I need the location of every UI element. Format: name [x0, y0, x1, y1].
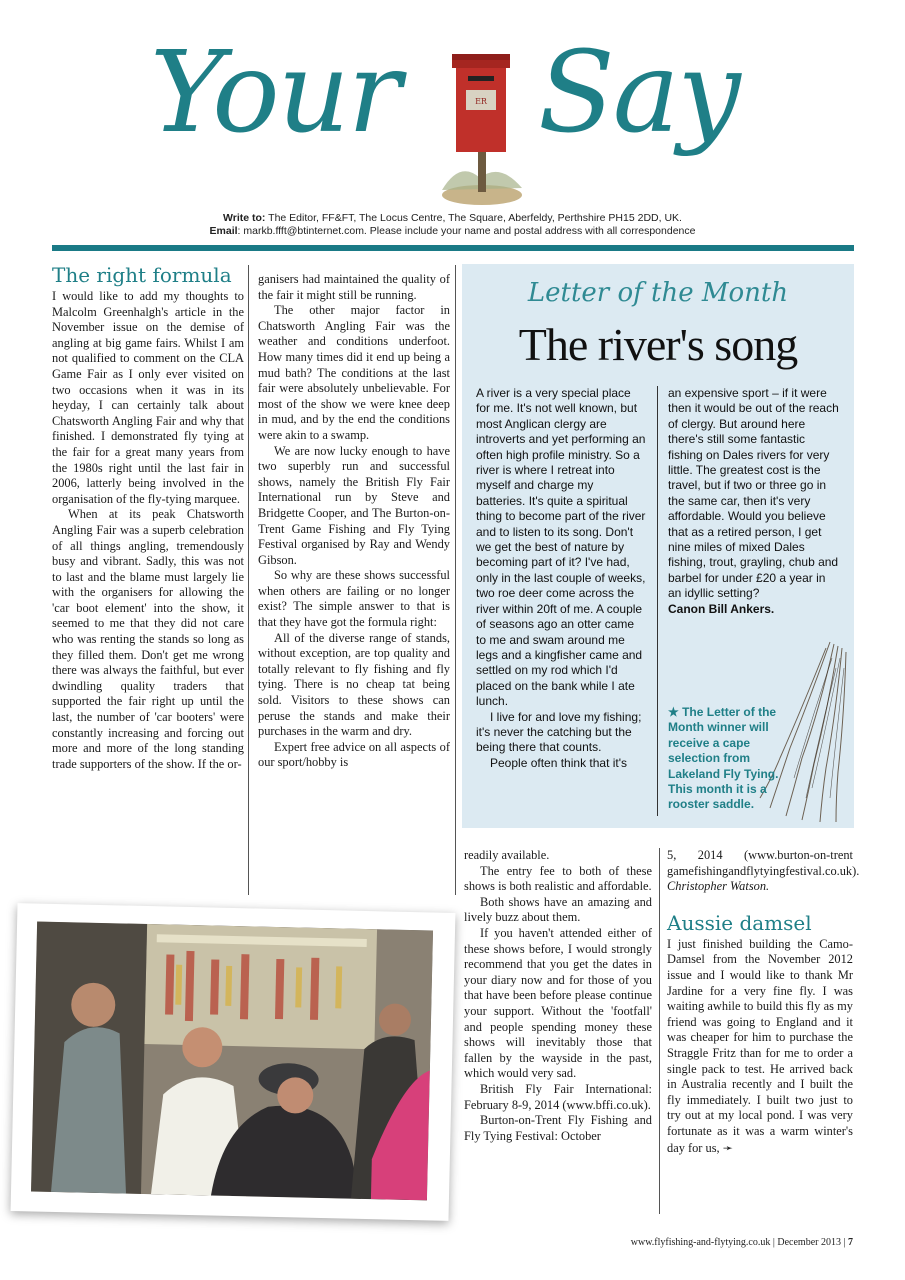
- email-line: [0, 225, 905, 237]
- email-label: Email: [209, 225, 238, 237]
- paragraph: ganisers had maintained the quality of the fair it might still be running.: [258, 272, 450, 302]
- letter-of-month-label: Letter of the Month: [527, 278, 789, 308]
- letter-title: The river's song: [518, 319, 798, 370]
- paragraph: an expensive sport – if it were then it would be out of the reach of clergy. But around here there's still some fantastic fishing on Dales rivers for very little. The greatest cost is the travel, but if two or three go in the same car, then it's very affordable. Would you believe that as a retired person, I get nine miles of mixed Dales fishing, trout, grayling, chub and barbel for under £20 a year in an idyllic setting?: [668, 386, 839, 601]
- postbox-illustration: [440, 50, 524, 210]
- aussie-body: I just finished building the Camo-Damsel from the November 2012 issue and I would like to thank Mr Jardine for a very fine fly. I was waiting awhile to build this fly as my friend was going to England and it was cheaper for him to purchase the Straggle Fritz than for me to order a single pack to test. He arrived back in Australia recently and I built the fly immediately. I built two just to try out at my local pond. I was very fortunate as it was a warm winter's day for us,: [667, 936, 853, 1155]
- write-to-label: Write to:: [223, 212, 266, 224]
- photo-frame: [11, 903, 456, 1221]
- page-footer: www.flyfishing-and-flytying.co.uk | December 2013 | 7: [630, 1237, 853, 1248]
- paragraph: The entry fee to both of these shows is both realistic and affordable.: [464, 863, 652, 894]
- paragraph: Burton-on-Trent Fly Fishing and Fly Tying Festival: October: [464, 1113, 652, 1143]
- paragraph: We are now lucky enough to have two superbly run and successful shows, namely the British Fly Fair International run by Steve and Bridgette Cooper, and The Burton-on-Trent Game Fishing and Fly Tying Festival organised by Ray and Wendy Gibson.: [258, 443, 450, 567]
- heading-right-formula: The right formula: [52, 263, 232, 287]
- column-divider: [659, 848, 660, 1214]
- paragraph: British Fly Fair International: February 8-9, 2014 (www.bffi.co.uk).: [464, 1081, 652, 1112]
- footer-url: www.flyfishing-and-flytying.co.uk: [630, 1237, 771, 1248]
- continue-arrow-icon: ➛: [722, 1139, 734, 1155]
- title-say: Say: [538, 28, 739, 158]
- email-text: : markb.ffft@btinternet.com. Please include your name and postal address with all correspondence: [237, 225, 696, 237]
- paragraph: People often think that it's: [490, 755, 628, 770]
- paragraph: All of the diverse range of stands, without exception, are top quality and totally relevant to fly fishing and fly tying. There is no cheap tat being sold. Visitors to these shows can peruse the stands and make their purchases in the warm and dry.: [258, 630, 450, 739]
- heading-aussie-damsel: Aussie damsel: [667, 910, 812, 935]
- paragraph: When at its peak Chatsworth Angling Fair was a superb celebration of all things angling, tremendously busy and vibrant. Sadly, this was not to last and the blame must largely lie with the organisers for allowing the 'car boot element' into the show, it seemed to me that they did not care who was renting the stands so long as they filled them. Don't get me wrong there was always the faithful, but ever dwindling quality traders that supported the fair right up until the last, the number of 'car booters' were constantly increasing and forcing out more and more of the long standing trade supporters of the show. If the or-: [52, 507, 244, 771]
- letter-col-2: [668, 386, 842, 617]
- letter-col-1: [476, 386, 646, 771]
- article-col-3: [464, 848, 652, 1144]
- fair-photo: [31, 922, 433, 1201]
- column-divider: [657, 386, 658, 816]
- paragraph: [667, 937, 853, 1156]
- paragraph: So why are these shows successful when others are failing or no longer exist? The simple answer to that is that they have got the formula right:: [258, 568, 450, 630]
- paragraph: If you haven't attended either of these shows before, I would strongly recommend that you get the dates in your diary now and for those of you that have been before please continue your support. Without the 'footfall' and people spending money these shows will inevitably those that fallen by the wayside in the past, which would very sad.: [464, 925, 652, 1081]
- title-your: Your: [150, 28, 400, 158]
- letter-signature: Canon Bill Ankers.: [668, 601, 775, 616]
- paragraph: 5, 2014 (www.burton-on-trent gamefishingandflytyingfestival.co.uk).: [667, 848, 860, 878]
- write-to-address: The Editor, FF&FT, The Locus Centre, The Square, Aberfeldy, Perthshire PH15 2DD, UK.: [268, 212, 682, 224]
- paragraph: readily available.: [464, 848, 550, 862]
- article-signature: Christopher Watson.: [667, 879, 770, 894]
- paragraph: Expert free advice on all aspects of our sport/hobby is: [258, 739, 450, 770]
- paragraph: I live for and love my fishing; it's never the catching but the being there that counts.: [476, 709, 642, 755]
- header-rule: [52, 245, 854, 251]
- prize-note: ★ The Letter of the Month winner will receive a cape selection from Lakeland Fly Tying. This month it is a rooster saddle.: [668, 705, 779, 812]
- article-col-1: [52, 263, 244, 772]
- write-to-line: [0, 212, 905, 224]
- column-divider: [248, 265, 249, 895]
- page-number: 7: [848, 1237, 853, 1248]
- article-col-2: [258, 272, 450, 771]
- svg-text:ER: ER: [475, 97, 487, 106]
- paragraph: A river is a very special place for me. It's not well known, but most Anglican clergy are introverts and yet performing an often high profile ministry. So a river is where I retreat into myself and charge my batteries. It's quite a spiritual thing to become part of the river and to listen to its song. Don't we get the best of nature by becoming part of it? I've had, only in the last couple of weeks, two roe deer come across the river within 20ft of me. A couple of seasons ago an otter came to me and swam around me legs and a kingfisher came and settled on my rod which I'd placed on the bank while I ate lunch.: [476, 386, 646, 709]
- column-divider: [455, 265, 456, 895]
- paragraph: The other major factor in Chatsworth Angling Fair was the weather and conditions underfoot. How many times did it end up being a mud bath? The conditions at the last fair were absolutely unbelievable. For most of the show we were knee deep in mud, and by the end the conditions were akin to a swamp.: [258, 303, 450, 442]
- paragraph: Both shows have an amazing and lively buzz about them.: [464, 894, 652, 925]
- article-col-4: [667, 848, 860, 1156]
- footer-date: December 2013: [777, 1237, 841, 1248]
- paragraph: I would like to add my thoughts to Malcolm Greenhalgh's article in the November issue on the demise of angling at big game fairs. Whilst I am not qualified to comment on the CLA Game Fair as I only ever visited on two occasions when it was in its heyday, I can certainly talk about Chatsworth Angling Fair and why that finished. I demonstrated fly tying at the fair for a great many years from the 1980s right until the last fair in 2006, latterly being involved in the organisation of the fly-tying marquee.: [52, 289, 244, 506]
